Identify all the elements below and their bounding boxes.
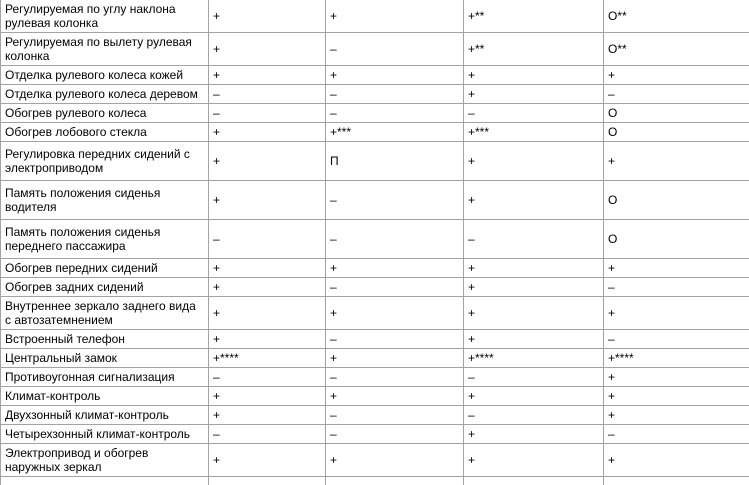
- value-cell: +**: [464, 33, 604, 66]
- feature-name-cell: Обогрев задних сидений: [1, 278, 209, 297]
- value-cell: –: [604, 330, 749, 349]
- value-cell: +: [209, 0, 326, 33]
- value-cell: –: [209, 425, 326, 444]
- value-cell: –: [464, 220, 604, 259]
- value-cell: +: [209, 259, 326, 278]
- feature-name-cell: Регулировка передних сидений с электроприводом: [1, 142, 209, 181]
- table-row: [1, 297, 749, 330]
- table-row: [1, 444, 749, 477]
- feature-name-cell: Встроенный телефон: [1, 330, 209, 349]
- value-cell: +: [209, 66, 326, 85]
- table-row: [1, 425, 749, 444]
- value-cell: –: [326, 330, 464, 349]
- table-row: [1, 104, 749, 123]
- value-cell: +: [209, 297, 326, 330]
- table-row: [1, 220, 749, 259]
- table-row: [1, 66, 749, 85]
- feature-name-cell: Внутреннее зеркало заднего вида с автозатемнением: [1, 297, 209, 330]
- value-cell: +: [604, 259, 749, 278]
- value-cell: +: [326, 387, 464, 406]
- value-cell: +: [326, 444, 464, 477]
- value-cell: +: [464, 297, 604, 330]
- table-row: [1, 368, 749, 387]
- value-cell: +: [604, 142, 749, 181]
- value-cell: +: [464, 330, 604, 349]
- value-cell: –: [209, 85, 326, 104]
- value-cell: –: [464, 104, 604, 123]
- value-cell: –: [326, 220, 464, 259]
- value-cell: –: [326, 33, 464, 66]
- value-cell: +: [464, 259, 604, 278]
- table-row: [1, 387, 749, 406]
- value-cell: +: [464, 66, 604, 85]
- value-cell: +: [464, 181, 604, 220]
- value-cell: +****: [209, 349, 326, 368]
- table-row: [1, 181, 749, 220]
- value-cell: –: [326, 181, 464, 220]
- feature-name-cell: Климат-контроль: [1, 387, 209, 406]
- value-cell: +: [464, 444, 604, 477]
- value-cell: О**: [604, 0, 749, 33]
- value-cell: –: [326, 425, 464, 444]
- value-cell: +: [464, 387, 604, 406]
- feature-name-cell: Противоугонная сигнализация: [1, 368, 209, 387]
- value-cell: –: [326, 278, 464, 297]
- value-cell: О: [604, 181, 749, 220]
- table-row: [1, 85, 749, 104]
- table-row: [1, 349, 749, 368]
- value-cell: +: [209, 330, 326, 349]
- value-cell: +***: [464, 123, 604, 142]
- value-cell: П: [326, 142, 464, 181]
- value-cell: +: [604, 406, 749, 425]
- value-cell: +: [464, 142, 604, 181]
- value-cell: –: [326, 368, 464, 387]
- value-cell: +: [209, 278, 326, 297]
- table-row: [1, 330, 749, 349]
- value-cell: +****: [604, 349, 749, 368]
- value-cell: +: [209, 181, 326, 220]
- value-cell: +: [464, 425, 604, 444]
- value-cell: +: [326, 0, 464, 33]
- feature-name-cell: Обогрев рулевого колеса: [1, 104, 209, 123]
- table-row: [1, 123, 749, 142]
- value-cell: [326, 477, 464, 485]
- table-body: [1, 0, 749, 485]
- feature-name-cell: Центральный замок: [1, 349, 209, 368]
- table-row: [1, 0, 749, 33]
- feature-name-cell: [1, 477, 209, 485]
- value-cell: +: [604, 444, 749, 477]
- value-cell: –: [326, 104, 464, 123]
- value-cell: –: [604, 278, 749, 297]
- value-cell: [604, 477, 749, 485]
- feature-name-cell: Память положения сиденья водителя: [1, 181, 209, 220]
- value-cell: +: [209, 142, 326, 181]
- value-cell: +: [604, 297, 749, 330]
- value-cell: О**: [604, 33, 749, 66]
- value-cell: –: [604, 425, 749, 444]
- value-cell: О: [604, 104, 749, 123]
- value-cell: –: [604, 85, 749, 104]
- value-cell: +: [464, 85, 604, 104]
- value-cell: +: [326, 349, 464, 368]
- value-cell: +***: [326, 123, 464, 142]
- value-cell: О: [604, 220, 749, 259]
- value-cell: +**: [464, 0, 604, 33]
- value-cell: +: [209, 387, 326, 406]
- feature-name-cell: Отделка рулевого колеса деревом: [1, 85, 209, 104]
- value-cell: –: [209, 220, 326, 259]
- value-cell: +****: [464, 349, 604, 368]
- table-row: [1, 142, 749, 181]
- value-cell: –: [464, 406, 604, 425]
- value-cell: –: [464, 368, 604, 387]
- value-cell: +: [209, 406, 326, 425]
- table-row: [1, 278, 749, 297]
- value-cell: +: [209, 444, 326, 477]
- table-row: [1, 406, 749, 425]
- value-cell: О: [604, 123, 749, 142]
- value-cell: +: [326, 259, 464, 278]
- feature-name-cell: Электропривод и обогрев наружных зеркал: [1, 444, 209, 477]
- feature-name-cell: Регулируемая по вылету рулевая колонка: [1, 33, 209, 66]
- value-cell: –: [209, 104, 326, 123]
- value-cell: +: [326, 297, 464, 330]
- feature-name-cell: Четырехзонный климат-контроль: [1, 425, 209, 444]
- table-row: [1, 259, 749, 278]
- feature-name-cell: Отделка рулевого колеса кожей: [1, 66, 209, 85]
- value-cell: +: [209, 33, 326, 66]
- feature-name-cell: Двухзонный климат-контроль: [1, 406, 209, 425]
- feature-name-cell: Обогрев лобового стекла: [1, 123, 209, 142]
- feature-name-cell: Регулируемая по углу наклона рулевая колонка: [1, 0, 209, 33]
- value-cell: +: [464, 278, 604, 297]
- partial-clipped-row: [1, 477, 749, 485]
- value-cell: [209, 477, 326, 485]
- value-cell: +: [209, 123, 326, 142]
- value-cell: –: [209, 368, 326, 387]
- value-cell: +: [604, 387, 749, 406]
- table-row: [1, 33, 749, 66]
- value-cell: –: [326, 406, 464, 425]
- value-cell: +: [326, 66, 464, 85]
- feature-name-cell: Память положения сиденья переднего пассажира: [1, 220, 209, 259]
- value-cell: [464, 477, 604, 485]
- value-cell: +: [604, 66, 749, 85]
- value-cell: –: [326, 85, 464, 104]
- value-cell: +: [604, 368, 749, 387]
- feature-name-cell: Обогрев передних сидений: [1, 259, 209, 278]
